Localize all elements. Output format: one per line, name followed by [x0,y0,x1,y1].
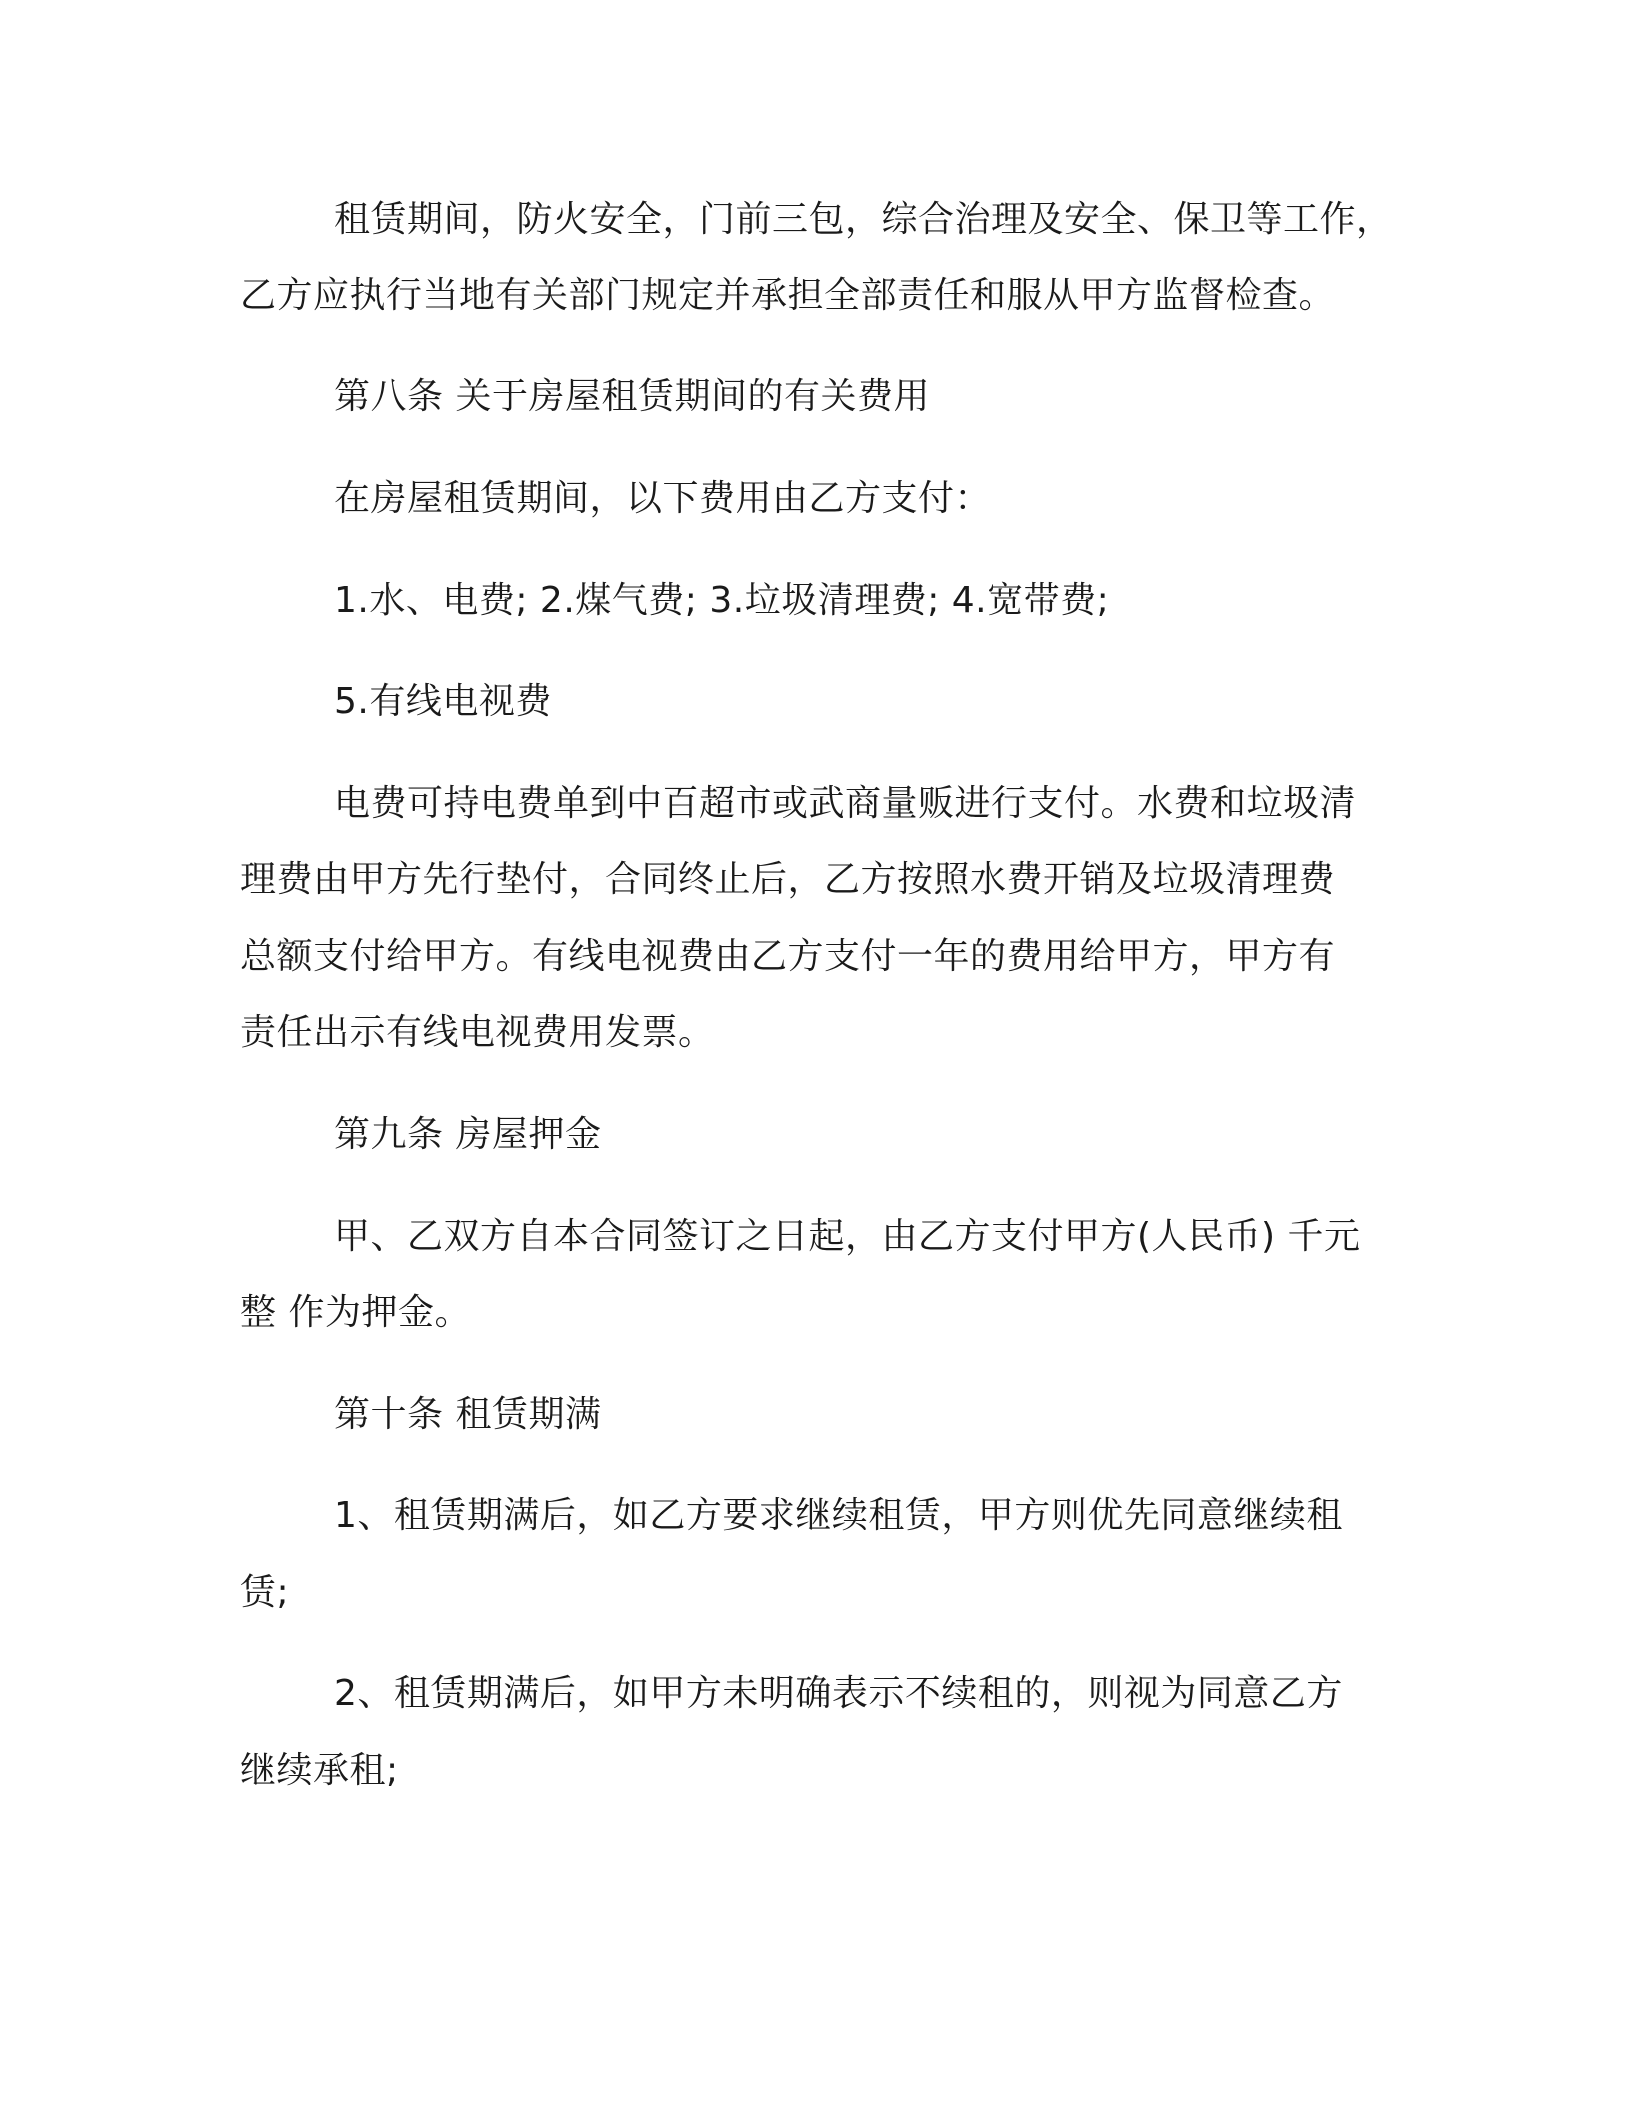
expiry-clause-1-line-2: 赁; [240,1572,290,1613]
fees-payment-line-4: 责任出示有线电视费用发票。 [240,1012,715,1053]
article-10-heading: 第十条 租赁期满 [334,1394,602,1435]
expiry-clause-2-line-2: 继续承租; [240,1750,399,1791]
expiry-clause-1-line-1: 1、租赁期满后，如乙方要求继续租赁，甲方则优先同意继续租 [334,1495,1343,1536]
paragraph-safety-line-1: 租赁期间，防火安全，门前三包，综合治理及安全、保卫等工作， [334,199,1393,240]
fees-intro: 在房屋租赁期间，以下费用由乙方支付： [334,478,992,519]
deposit-line-1: 甲、乙双方自本合同签订之日起，由乙方支付甲方(人民币) 千元 [334,1216,1361,1257]
fees-list-5: 5.有线电视费 [334,681,552,722]
article-9-heading: 第九条 房屋押金 [334,1114,602,1155]
fees-payment-line-2: 理费由甲方先行垫付，合同终止后，乙方按照水费开销及垃圾清理费 [240,859,1336,900]
article-8-heading: 第八条 关于房屋租赁期间的有关费用 [334,376,930,417]
expiry-clause-2-line-1: 2、租赁期满后，如甲方未明确表示不续租的，则视为同意乙方 [334,1673,1343,1714]
deposit-line-2: 整 作为押金。 [240,1292,471,1333]
paragraph-safety-line-2: 乙方应执行当地有关部门规定并承担全部责任和服从甲方监督检查。 [240,275,1336,316]
fees-payment-line-1: 电费可持电费单到中百超市或武商量贩进行支付。水费和垃圾清 [334,783,1357,824]
fees-payment-line-3: 总额支付给甲方。有线电视费由乙方支付一年的费用给甲方，甲方有 [240,936,1336,977]
fees-list-1-4: 1.水、电费; 2.煤气费; 3.垃圾清理费; 4.宽带费; [334,580,1110,621]
